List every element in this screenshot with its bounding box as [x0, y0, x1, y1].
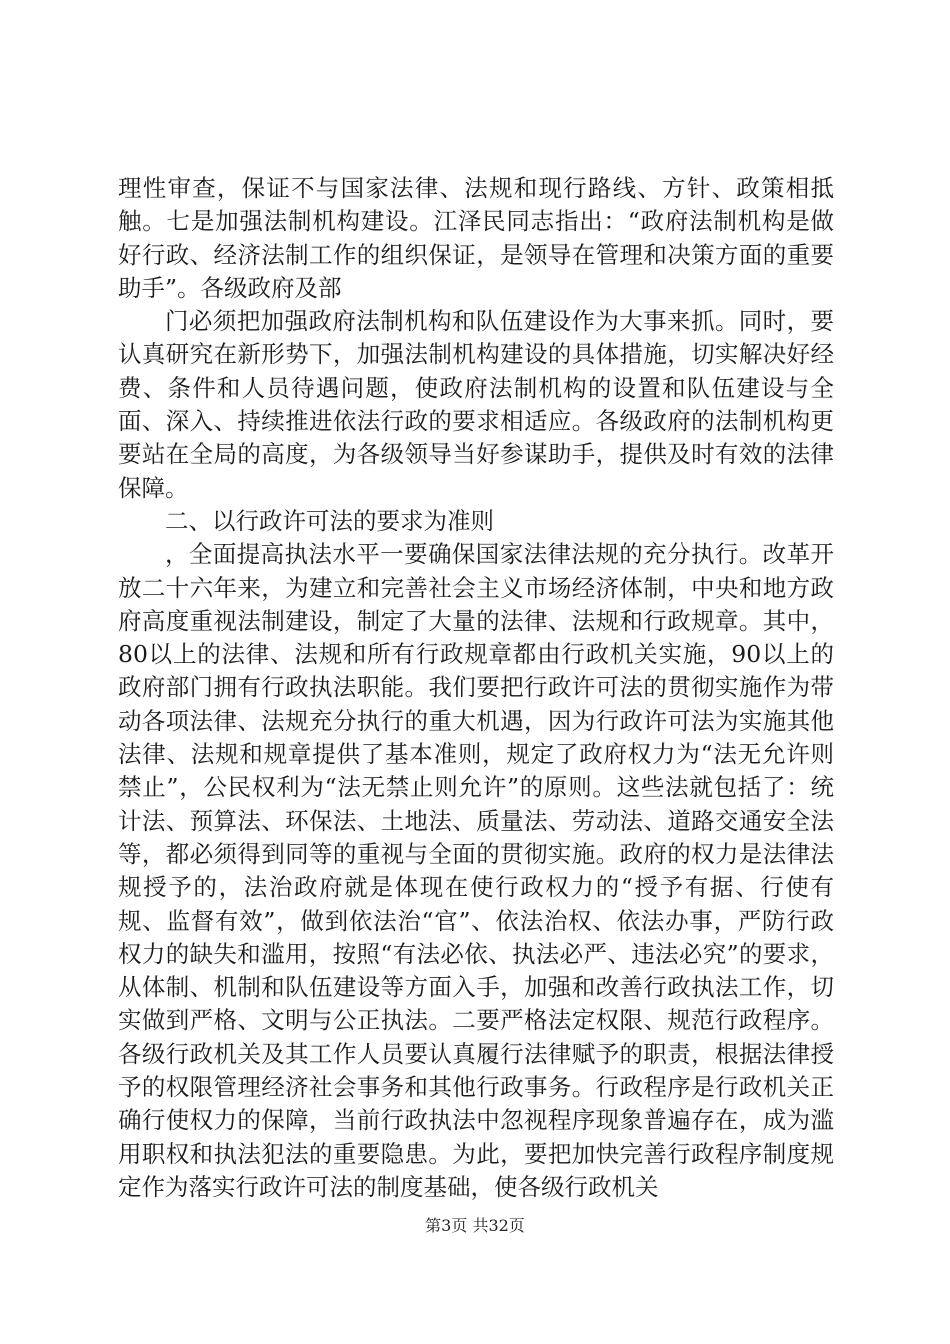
paragraph-legal-institutions: 门必须把加强政府法制机构和队伍建设作为大事来抓。同时，要认真研究在新形势下，加强法制机构建设的具体措施，切实解决好经费、条件和人员待遇问题，使政府法制机构的设置和队伍建设与全面、深入、持续推进依法行政的要求相适应。各级政府的法制机构更要站在全局的高度，为各级领导当好参谋助手，提供及时有效的法律保障。: [118, 307, 834, 502]
paragraph-continuation: 理性审查，保证不与国家法律、法规和现行路线、方针、政策相抵触。七是加强法制机构建设。江泽民同志指出：“政府法制机构是做好行政、经济法制工作的组织保证，是领导在管理和决策方面的重要助手”。各级政府及部: [118, 174, 834, 302]
document-body: [118, 172, 834, 1204]
page-number: 第3页 共32页: [425, 1216, 525, 1235]
section-heading: 二、以行政许可法的要求为准则: [165, 506, 494, 535]
paragraph-law-enforcement: ，全面提高执法水平一要确保国家法律法规的充分执行。改革开放二十六年来，为建立和完善社会主义市场经济体制，中央和地方政府高度重视法制建设，制定了大量的法律、法规和行政规章。其中，80以上的法律、法规和所有行政规章都由行政机关实施，90以上的政府部门拥有行政执法职能。我们要把行政许可法的贯彻实施作为带动各项法律、法规充分执行的重大机遇，因为行政许可法为实施其他法律、法规和规章提供了基本准则，规定了政府权力为“法无允许则禁止”，公民权利为“法无禁止则允许”的原则。这些法就包括了：统计法、预算法、环保法、土地法、质量法、劳动法、道路交通安全法等，都必须得到同等的重视与全面的贯彻实施。政府的权力是法律法规授予的，法治政府就是体现在使行政权力的“授予有据、行使有规、监督有效”，做到依法治“官”、依法治权、依法办事，严防行政权力的缺失和滥用，按照“有法必依、执法必严、违法必究”的要求，从体制、机制和队伍建设等方面入手，加强和改善行政执法工作，切实做到严格、文明与公正执法。二要严格法定权限、规范行政程序。各级行政机关及其工作人员要认真履行法律赋予的职责，根据法律授予的权限管理经济社会事务和其他行政事务。行政程序是行政机关正确行使权力的保障，当前行政执法中忽视程序现象普遍存在，成为滥用职权和执法犯法的重要隐患。为此，要把加快完善行政程序制度规定作为落实行政许可法的制度基础，使各级行政机关: [118, 540, 834, 1201]
